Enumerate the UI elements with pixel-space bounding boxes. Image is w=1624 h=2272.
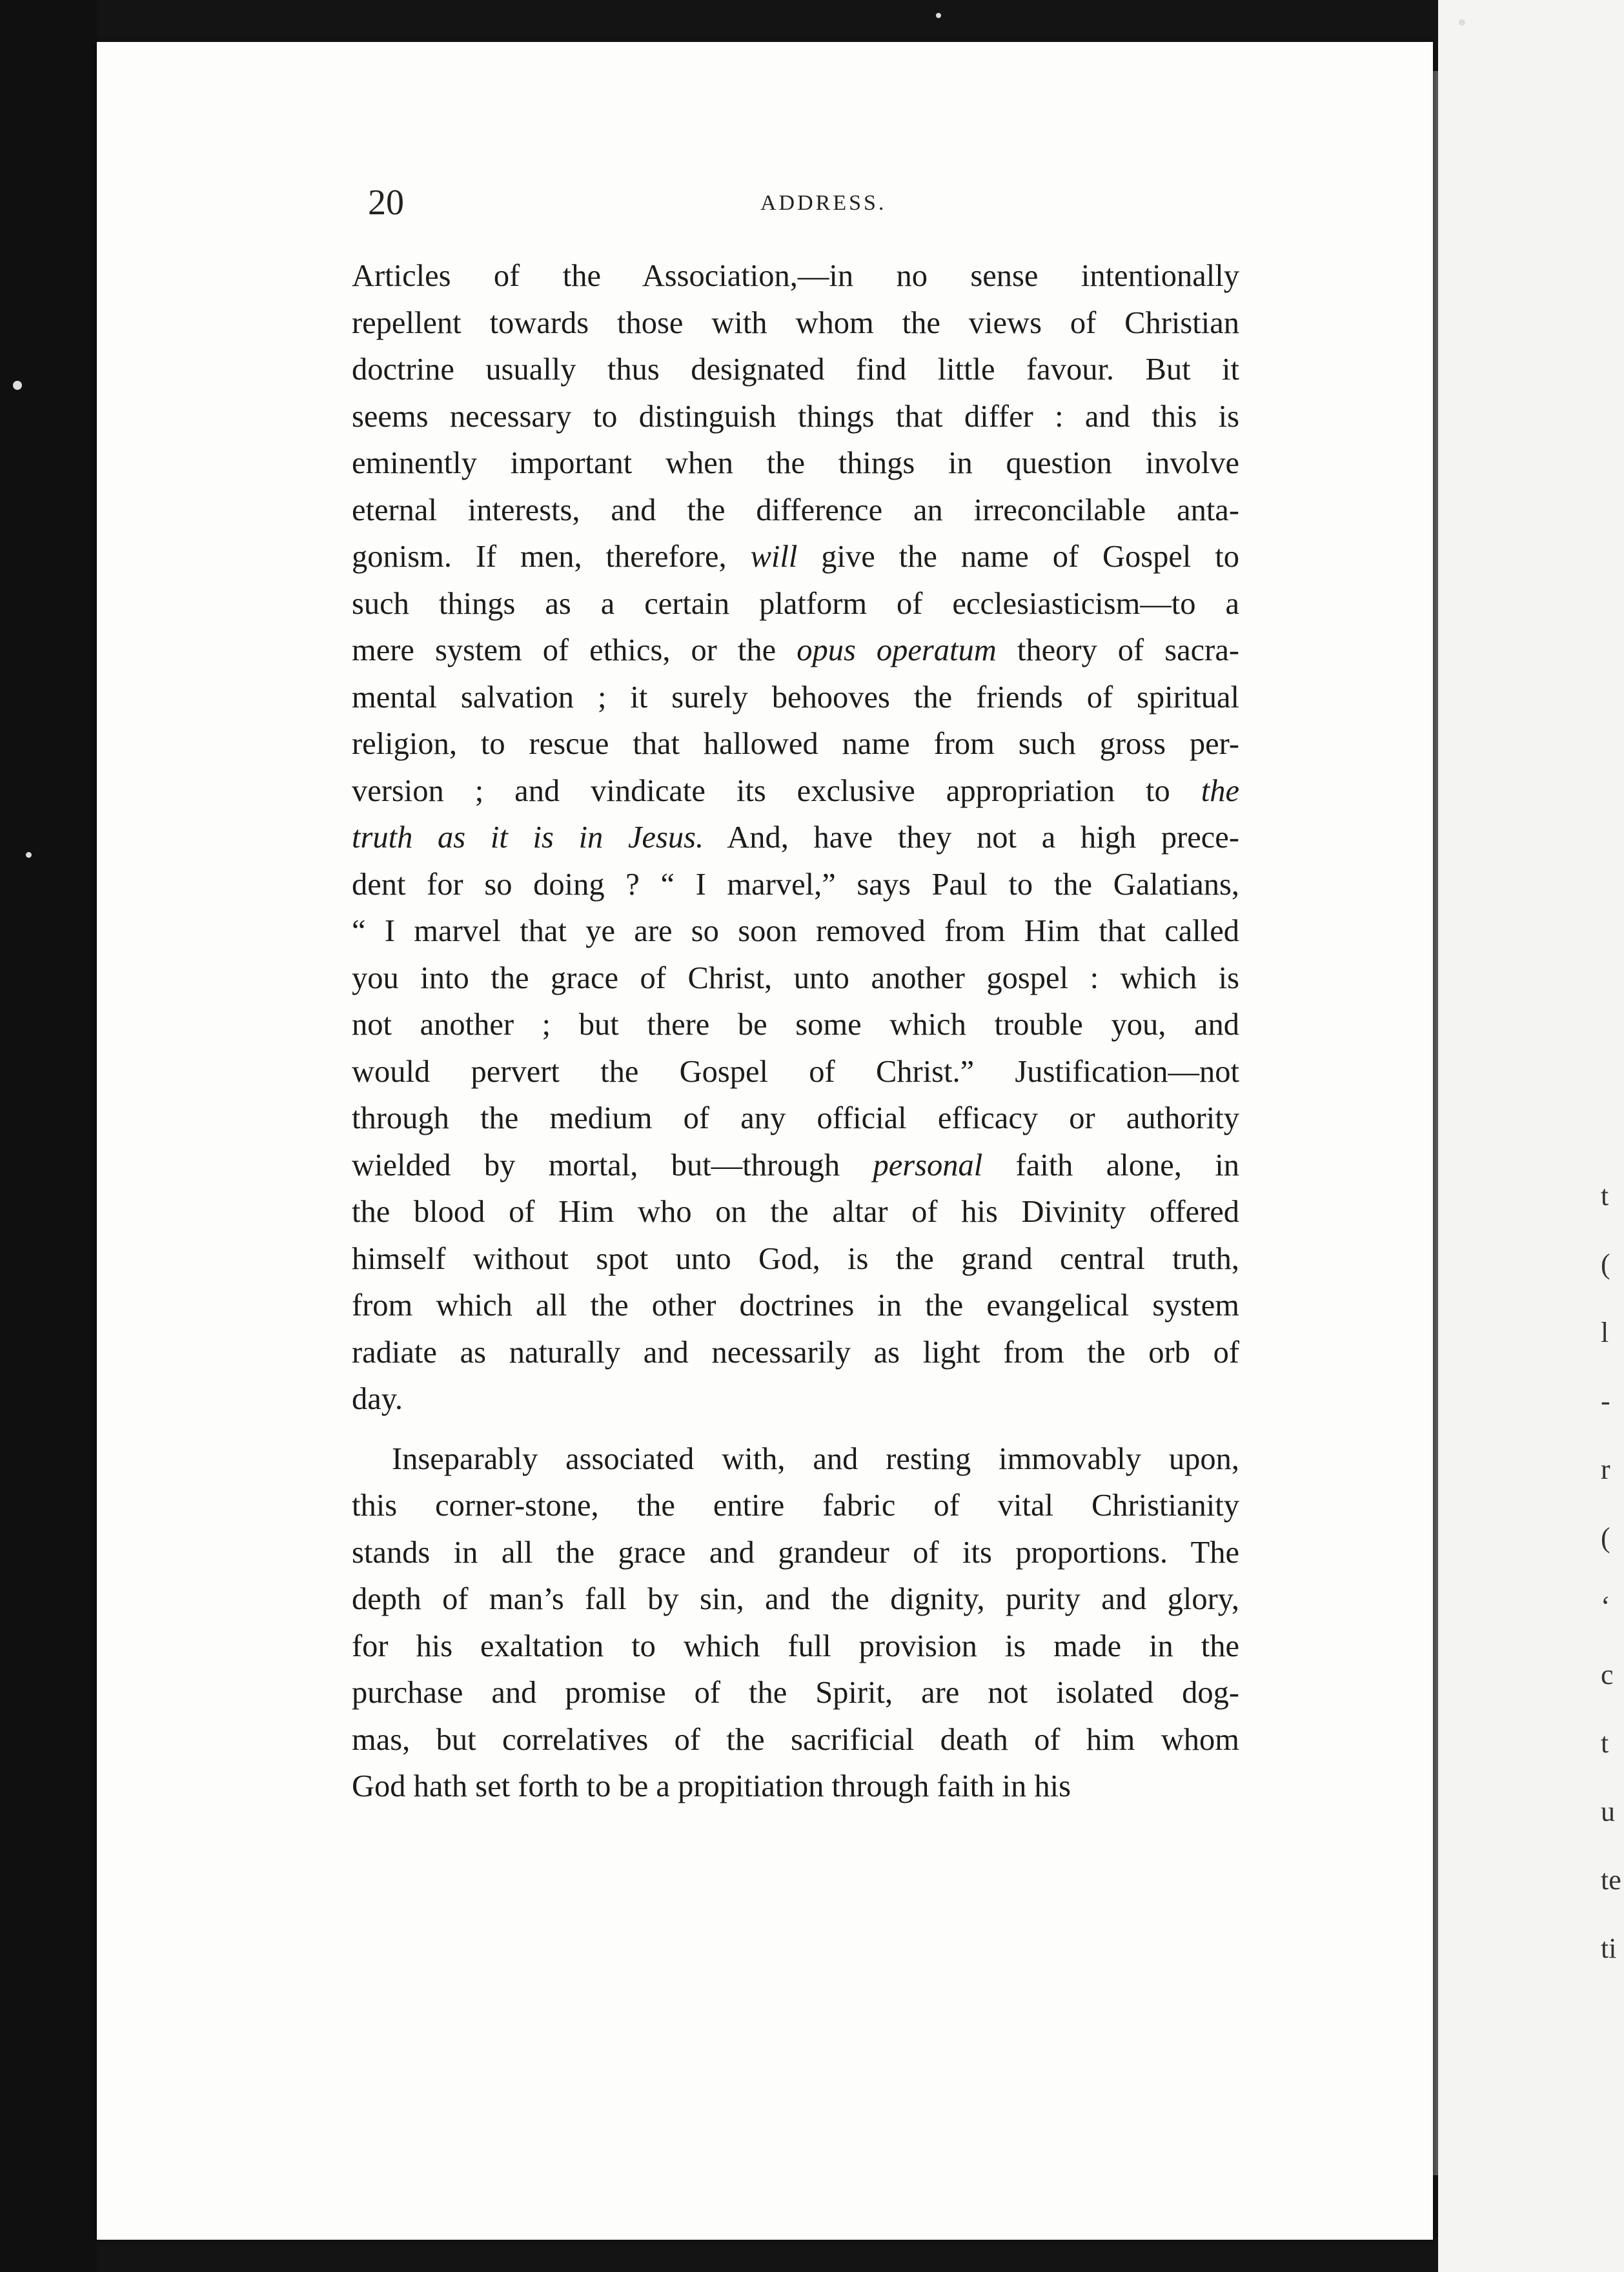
adjacent-page-strip [1438,0,1624,2272]
fragment-letter: ‘ [1601,1590,1610,1622]
italic-text: opus operatum [797,633,997,667]
scan-left-edge [0,0,97,2272]
dust-speck [1459,19,1465,26]
text-line: mere system of ethics, or the opus operatum theory of sacra- [352,633,1239,667]
text-line: such things as a certain platform of ecclesiasticism—to a [352,586,1239,621]
text-line: seems necessary to distinguish things that differ : and this is [352,399,1239,434]
text-line: “ I marvel that ye are so soon removed from Him that called [352,914,1239,948]
italic-text: will [750,540,798,574]
text-line: not another ; but there be some which trouble you, and [352,1008,1239,1042]
body-text [352,253,1239,1811]
text-line: would pervert the Gospel of Christ.” Justification—not [352,1054,1239,1089]
text-line: religion, to rescue that hallowed name from such gross per- [352,727,1239,761]
adjacent-page-text-fragments [1601,1162,1624,1983]
text-line: doctrine usually thus designated find little favour. But it [352,352,1239,387]
text-line: through the medium of any official efficacy or authority [352,1101,1239,1135]
dust-speck [26,852,32,858]
paragraph-gap [352,1423,1239,1436]
text-line: depth of man’s fall by sin, and the dignity, purity and glory, [352,1582,1239,1616]
text-line: eminently important when the things in question involve [352,446,1239,480]
text-line: God hath set forth to be a propitiation through faith in his [352,1769,1071,1803]
running-head: ADDRESS. [760,191,887,215]
fragment-letter: te [1601,1864,1621,1896]
fragment-letter: ( [1601,1248,1610,1280]
text-line: you into the grace of Christ, unto another gospel : which is [352,960,1239,995]
text-line: purchase and promise of the Spirit, are not isolated dog- [352,1676,1239,1710]
fragment-letter: ( [1601,1522,1610,1554]
page-header [368,182,1259,227]
fragment-letter: t [1601,1727,1609,1759]
text-line: truth as it is in Jesus. And, have they not a high prece- [352,820,1239,855]
italic-text: truth as it is in Jesus. [352,820,704,855]
text-line: radiate as naturally and necessarily as light from the orb of [352,1335,1239,1370]
text-line: dent for so doing ? “ I marvel,” says Paul to the Galatians, [352,867,1239,902]
italic-text: the [1201,773,1239,808]
text-line: for his exaltation to which full provision is made in the [352,1628,1239,1663]
italic-text: personal [873,1148,983,1182]
text-line: from which all the other doctrines in the evangelical system [352,1288,1239,1323]
text-line: the blood of Him who on the altar of his Divinity offered [352,1195,1239,1229]
fragment-letter: l [1601,1317,1609,1348]
text-line: mas, but correlatives of the sacrificial death of him whom [352,1722,1239,1757]
text-line: wielded by mortal, but—through personal faith alone, in [352,1148,1239,1182]
text-line: gonism. If men, therefore, will give the name of Gospel to [352,540,1239,574]
text-line: Inseparably associated with, and resting immovably upon, [392,1441,1239,1476]
text-line: mental salvation ; it surely behooves the friends of spiritual [352,680,1239,715]
fragment-letter: u [1601,1796,1615,1827]
page-number: 20 [368,183,404,223]
fragment-letter: r [1601,1454,1610,1485]
dust-speck [936,13,941,18]
text-line: version ; and vindicate its exclusive appropriation to the [352,773,1239,808]
text-line: repellent towards those with whom the views of Christian [352,305,1239,340]
text-line: eternal interests, and the difference an irreconcilable anta- [352,492,1239,527]
text-line: himself without spot unto God, is the grand central truth, [352,1241,1239,1276]
text-line: this corner-stone, the entire fabric of vital Christianity [352,1488,1239,1523]
fragment-letter: c [1601,1659,1614,1690]
dust-speck [13,381,22,390]
text-line: stands in all the grace and grandeur of its proportions. The [352,1535,1239,1570]
fragment-letter: t [1601,1180,1609,1212]
text-line: day. [352,1382,403,1416]
text-line: Articles of the Association,—in no sense intentionally [352,259,1239,293]
fragment-letter: ti [1601,1932,1617,1964]
fragment-letter: - [1601,1385,1610,1417]
